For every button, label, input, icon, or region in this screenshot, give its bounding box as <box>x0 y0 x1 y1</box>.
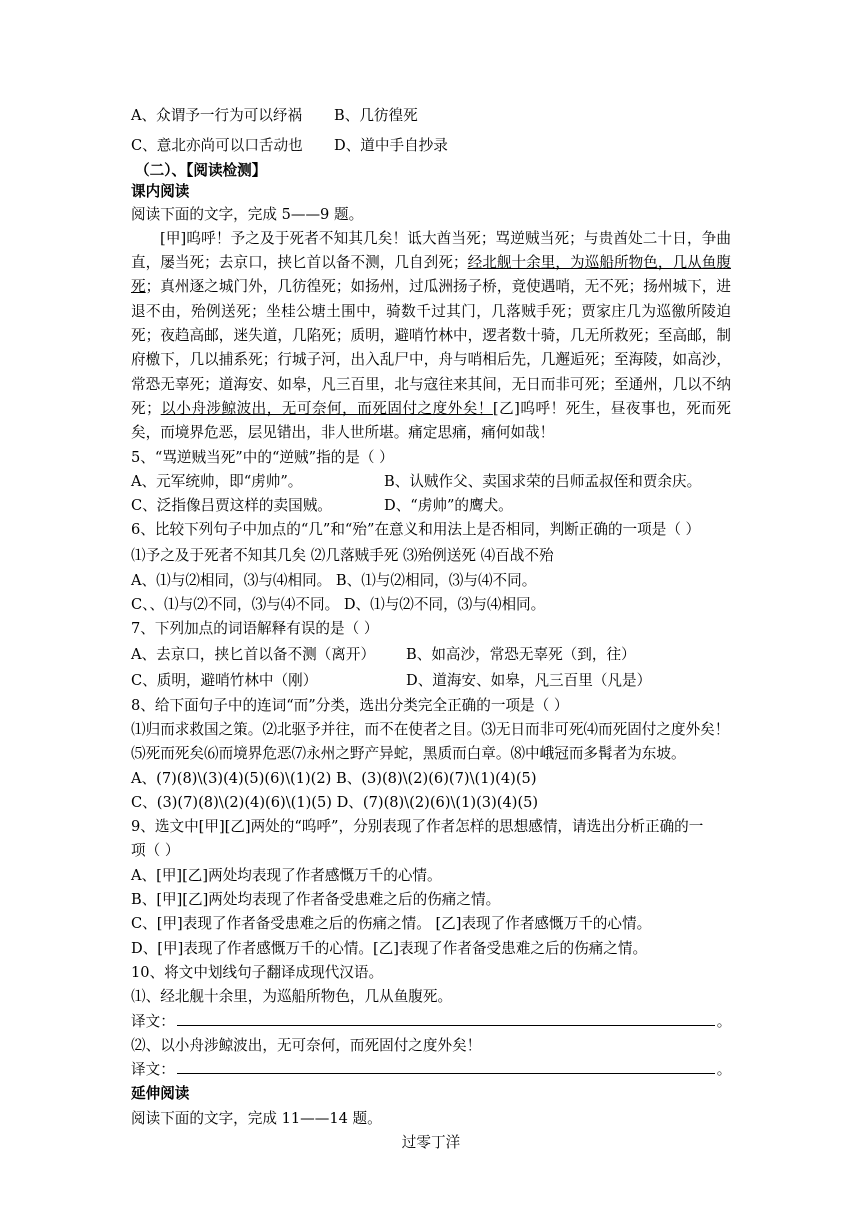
q7-stem: 7、下列加点的词语解释有误的是（ ） <box>131 620 379 638</box>
translation-blank-1[interactable] <box>177 1010 715 1026</box>
q10-sentence-1: ⑴、经北舰十余里，为巡船所物色，几从鱼腹死。 <box>131 988 453 1006</box>
q10-answer-row-2 <box>131 1058 731 1082</box>
q9-stem-line1: 9、选文中[甲][乙]两处的“呜呼”，分别表现了作者怎样的思想感情，请选出分析正确的一 <box>131 818 704 836</box>
q6-options-cd: C、、⑴与⑵不同，⑶与⑷不同。 D、⑴与⑵不同，⑶与⑷相同。 <box>131 596 546 614</box>
reading-passage <box>131 227 731 446</box>
passage-underlined-sentence-2: 以小舟涉鲸波出，无可奈何，而死固付之度外矣！ <box>160 399 493 417</box>
q8-sentences-1: ⑴归而求救国之策。⑵北驱予并往，而不在使者之目。⑶无日而非可死⑷而死固付之度外矣！ <box>131 720 730 738</box>
q8-sentences-2: ⑸死而死矣⑹而境界危恶⑺永州之野产异蛇，黑质而白章。⑻中峨冠而多髯者为东坡。 <box>131 745 686 763</box>
translation-blank-2[interactable] <box>177 1058 715 1074</box>
question-options-top-row1 <box>131 104 731 128</box>
q6-options-ab: A、⑴与⑵相同，⑶与⑷相同。 B、⑴与⑵相同，⑶与⑷不同。 <box>131 571 537 589</box>
question-options-top-row2 <box>131 134 731 158</box>
option-d: D、道中手自抄录 <box>334 137 448 155</box>
q9-stem-line2: 项（ ） <box>131 842 180 860</box>
extended-instruction: 阅读下面的文字，完成 11——14 题。 <box>131 1109 382 1127</box>
passage-part-2: ；真州逐之城门外，几彷徨死；如扬州，过瓜洲扬子桥，竟使遇哨，无不死；扬州城下，进退不由，殆例送死；坐桂公塘土围中，骑数千过其门，几落贼手死；贾家庄几为巡徼所陵迫死；夜趋高邮，迷失道，几陷死；质明，避哨竹林中，逻者数十骑，几无所救死；至高邮，制府檄下，几以捕系死；行城子河，出入乱尸中，舟与哨相后先，几邂逅死；至海陵，如高沙，常恐无辜死；道海安、如皋，凡三百里，北与寇往来其间，无日而非可死；至通州，几以不纳死； <box>131 278 731 417</box>
q5-options-ab <box>131 470 731 494</box>
q5-option-c: C、泛指像吕贾这样的卖国贼。 <box>131 497 332 515</box>
q7-option-c: C、质明，避哨竹林中（刚） <box>131 671 318 689</box>
q5-options-cd <box>131 494 731 518</box>
q9-option-d: D、[甲]表现了作者感慨万千的心情。[乙]表现了作者备受患难之后的伤痛之情。 <box>131 939 648 957</box>
q10-stem: 10、将文中划线句子翻译成现代汉语。 <box>131 963 384 981</box>
translation-end-2: 。 <box>716 1061 732 1079</box>
inclass-reading-heading: 课内阅读 <box>131 182 190 200</box>
q5-option-b: B、认贼作父、卖国求荣的吕师孟叔侄和贾余庆。 <box>384 472 702 490</box>
q7-options-ab <box>131 642 731 668</box>
passage-underlined-sentence-1: 经北舰十余里，为巡船所物色，几从鱼腹死 <box>131 254 731 296</box>
q7-options-cd <box>131 668 731 694</box>
option-b: B、几彷徨死 <box>334 107 418 124</box>
option-a: A、众谓予一行为可以纾祸 <box>131 107 303 124</box>
q10-answer-row-1 <box>131 1010 731 1034</box>
poem-title: 过零丁洋 <box>401 1133 461 1151</box>
extended-reading-heading: 延伸阅读 <box>131 1085 190 1103</box>
document-page <box>131 104 731 1155</box>
q7-option-d: D、道海安、如皋，凡三百里（凡是） <box>406 671 652 689</box>
q6-items: ⑴予之及于死者不知其几矣 ⑵几落贼手死 ⑶殆例送死 ⑷百战不殆 <box>131 546 554 564</box>
q9-option-a: A、[甲][乙]两处均表现了作者感慨万千的心情。 <box>131 866 442 884</box>
section2-heading: （二）、【阅读检测】 <box>135 161 267 179</box>
q7-option-b: B、如高沙，常恐无辜死（到，往） <box>406 645 636 663</box>
option-c: C、意北亦尚可以口舌动也 <box>131 137 303 155</box>
translation-label: 译文： <box>131 1012 175 1030</box>
translation-end-1: 。 <box>716 1012 732 1030</box>
q8-options-cd: C、(3)(7)(8)\(2)(4)(6)\(1)(5) D、(7)(8)\(2)(6)\(1)(3)(4)(5) <box>131 793 539 811</box>
q5-stem: 5、“骂逆贼当死”中的“逆贼”指的是（ ） <box>131 448 394 466</box>
inclass-instruction: 阅读下面的文字，完成 5——9 题。 <box>131 205 364 223</box>
q5-option-a: A、元军统帅，即“虏帅”。 <box>131 472 303 490</box>
q9-option-b: B、[甲][乙]两处均表现了作者备受患难之后的伤痛之情。 <box>131 891 501 909</box>
q8-stem: 8、给下面句子中的连词“而”分类，选出分类完全正确的一项是（ ） <box>131 696 569 714</box>
q9-option-c: C、[甲]表现了作者备受患难之后的伤痛之情。 [乙]表现了作者感慨万千的心情。 <box>131 915 652 933</box>
q5-option-d: D、“虏帅”的鹰犬。 <box>384 497 513 515</box>
q10-sentence-2: ⑵、以小舟涉鲸波出，无可奈何，而死固付之度外矣！ <box>131 1036 482 1054</box>
q6-stem: 6、比较下列句子中加点的“几”和“殆”在意义和用法上是否相同，判断正确的一项是（ ） <box>131 521 701 539</box>
translation-label: 译文： <box>131 1061 175 1079</box>
passage-part-1: [甲]呜呼！予之及于死者不知其几矣！诋大酋当死；骂逆贼当死；与贵酋处二十日，争曲直，屡当死；去京口，挟匕首以备不测，几自刭死； <box>131 229 731 272</box>
q7-option-a: A、去京口，挟匕首以备不测（离开） <box>131 645 376 663</box>
q8-options-ab: A、(7)(8)\(3)(4)(5)(6)\(1)(2) B、(3)(8)\(2)(6)(7)\(1)(4)(5) <box>131 769 537 787</box>
passage-part-3: [乙]呜呼！死生，昼夜事也，死而死矣，而境界危恶，层见错出，非人世所堪。痛定思痛，痛何如哉！ <box>131 399 731 442</box>
